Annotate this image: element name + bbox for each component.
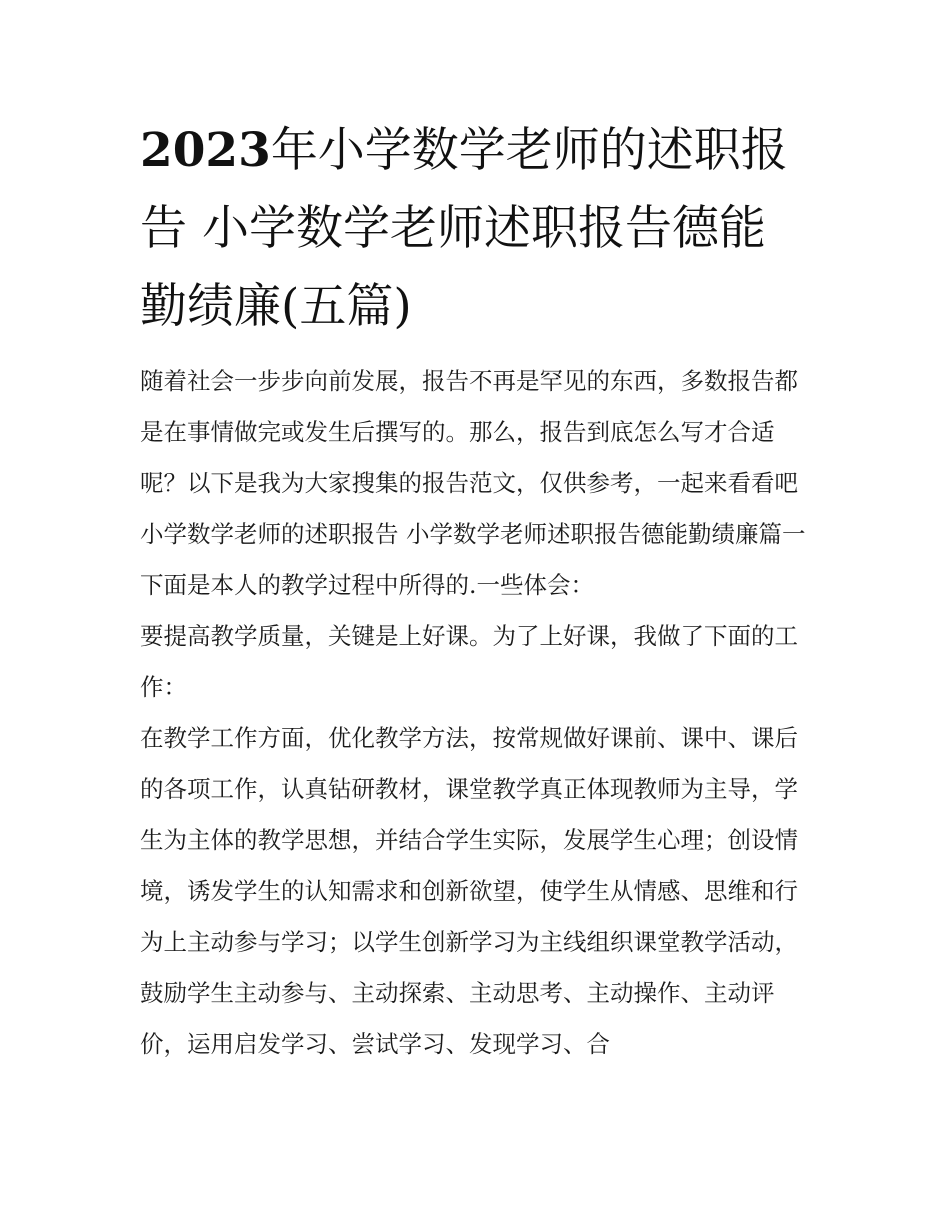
document-title: [140, 112, 812, 346]
document-content: [140, 112, 812, 1070]
paragraph-teaching-work: 在教学工作方面，优化教学方法，按常规做好课前、课中、课后的各项工作，认真钻研教材，课堂教学真正体现教师为主导，学生为主体的教学思想，并结合学生实际，发展学生心理；创设情境，诱发学生的认知需求和创新欲望，使学生从情感、思维和行为上主动参与学习；以学生创新学习为主线组织课堂教学活动，鼓励学生主动参与、主动探索、主动思考、主动操作、主动评价，运用启发学习、尝试学习、发现学习、合: [140, 724, 798, 1058]
document-body: [140, 356, 812, 1070]
paragraph-intro: 随着社会一步步向前发展，报告不再是罕见的东西，多数报告都是在事情做完或发生后撰写的。那么，报告到底怎么写才合适呢？以下是我为大家搜集的报告范文，仅供参考，一起来看看吧: [140, 367, 798, 497]
title-year: 2023: [140, 123, 271, 178]
paragraph-section-heading: 小学数学老师的述职报告 小学数学老师述职报告德能勤绩廉篇一 下面是本人的教学过程中所得的.一些体会：: [140, 520, 806, 599]
paragraph-teaching-quality: 要提高教学质量，关键是上好课。为了上好课，我做了下面的工作：: [140, 622, 798, 701]
title-text: 年小学数学老师的述职报告 小学数学老师述职报告德能勤绩廉(五篇): [140, 123, 788, 334]
